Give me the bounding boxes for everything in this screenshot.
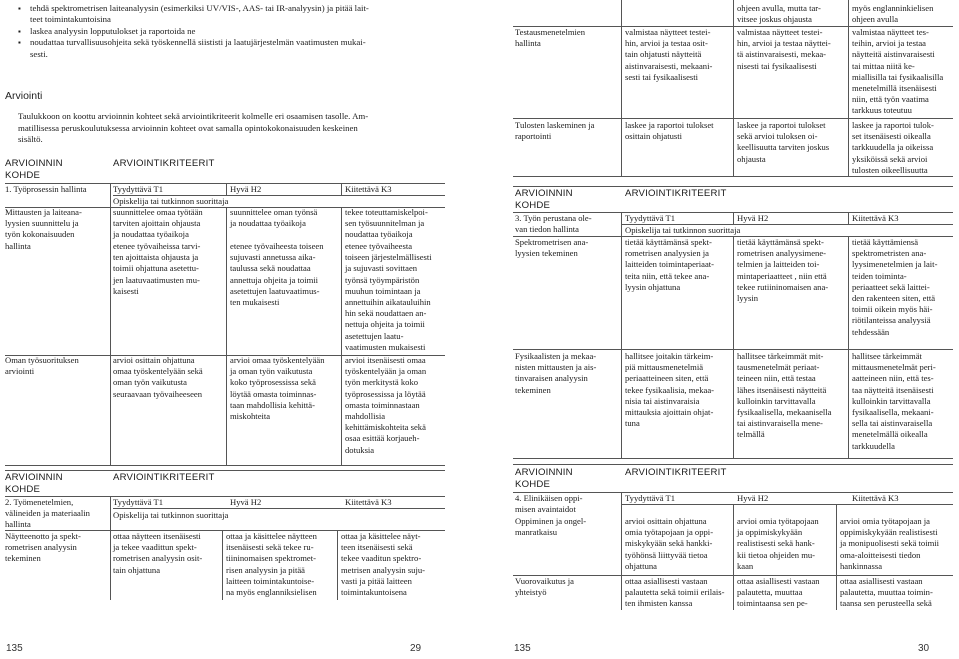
table-cell-h2: suunnittelee oman työnsä ja noudattaa työaikoja	[230, 207, 318, 229]
table-header-kriteerit: ARVIOINTIKRITEERIT	[113, 158, 215, 169]
table-cell-t1: laskee ja raportoi tulokset osittain ohjatusti	[625, 120, 714, 142]
table-cell-h2: tietää käyttämänsä spekt- rometrisen analyysimene- telmien ja laitteiden toi- mintaperiaatteet , niin että tekee rutiininomaisen ana- lyysin	[737, 237, 829, 304]
table-cell-k3: tietää käyttämiensä spektrometristen ana- lyysimenetelmien ja lait- teiden toiminta- periaatteet sekä laittei- den rakenteen siten, että toimii oikein myös häi- riötilanteissa analyysiä tehdessään	[852, 237, 938, 337]
table-cell-k3: laskee ja raportoi tulok- set itsenäisesti oikealla tarkkuudella ja oikeissa yksiköissä sekä arvioi tulosten oikeellisuutta	[852, 120, 934, 175]
table-cell-h2: arvioi omaa työskentelyään ja oman työn vaikutusta koko työprosessissa sekä löytää omasta toiminnas- taan mahdollisia kehittä- miskohteita	[230, 355, 325, 422]
table-cell-k3: myös englanninkielisen ohjeen avulla	[852, 3, 934, 25]
table-cell-h2: ottaa ja käsittelee näytteen itsenäisesti sekä tekee ru- tiininomaisen spektromet- risen analyysin ja pitää laitteen toimintakuntoise- na myös englanniksielisen	[226, 531, 317, 598]
level-k3: Kiitettävä K3	[345, 184, 392, 194]
table-header-kohde: ARVIOINNIN KOHDE	[5, 472, 63, 495]
table-header-kriteerit: ARVIOINTIKRITEERIT	[113, 472, 215, 483]
level-t1: Tyydyttävä T1	[113, 184, 164, 194]
table-cell-k3: arvioi omia työtapojaan ja oppimiskykyään realistisesti ja monipuolisesti sekä toimii oma-aloitteisesti tiedon hankinnassa	[840, 516, 940, 571]
span-text: Opiskelija tai tutkinnon suorittaja	[113, 510, 229, 520]
level-t1: Tyydyttävä T1	[113, 497, 164, 507]
level-h2: Hyvä H2	[230, 184, 262, 194]
table-cell-h2: hallitsee tärkeimmät mit- tausmenetelmät periaat- teineen niin, että testaa lähes itsenäisesti näytteitä kulloinkin tarvittavalla fysikaalisella, mekaanisella tai aistinvaraisella mene- telmällä	[737, 351, 832, 440]
table-cell-t1: etenee työvaiheissa tarvi- ten ajoittaista ohjausta ja toimii ohjattuna asetettu- jen laatuvaatimusten mu- kaisesti	[113, 241, 201, 296]
table-row-kohde: Vuorovaikutus ja yhteistyö	[515, 576, 574, 598]
table-cell-k3: ottaa asiallisesti vastaan palautetta, muuttaa toimin- taansa sen perusteella sekä	[840, 576, 933, 609]
section-label: 3. Työn perustana ole- van tiedon hallinta	[515, 213, 592, 235]
table-cell-k3: hallitsee tärkeimmät mittausmenetelmät peri- aatteineen niin, että tes- taa näytteitä itsenäisesti kulloinkin tarvittavalla fysikaalisella, mekaani- sella tai aistinvaraisella menetelmällä oikealla tarkkuudella	[852, 351, 936, 451]
level-k3: Kiitettävä K3	[852, 213, 899, 223]
bullet-item: ▪ laskea analyysin lopputulokset ja raportoida ne	[18, 26, 438, 37]
bullet-item: ▪ noudattaa turvallisuusohjeita sekä työskennellä siististi ja laatujärjestelmän vaatimusten mukai- sesti.	[18, 37, 438, 60]
table-cell-k3: valmistaa näytteet tes- teihin, arvioi ja testaa näytteitä aistinvaraisesti tai mittaa niitä ke- miallisilla tai fysikaalisilla menetelmillä itsenäisesti niin, että työn vaatima tarkkuus toteutuu	[852, 27, 944, 116]
table-row-kohde: Oppiminen ja ongel- manratkaisu	[515, 516, 587, 538]
level-h2: Hyvä H2	[737, 493, 769, 503]
table-row-kohde: Mittausten ja laiteana- lyysien suunnittelu ja työn kokonaisuuden hallinta	[5, 207, 82, 251]
level-t1: Tyydyttävä T1	[625, 493, 676, 503]
page-number: 30	[918, 643, 930, 654]
table-cell-k3: ottaa ja käsittelee näyt- teen itsenäisesti sekä tekee vaaditun spektro- metrisen analyysin suju- vasti ja pitää laitteen toimintakuntoisena	[341, 531, 426, 598]
table-cell-t1: tietää käyttämänsä spekt- rometrisen analyysien ja laitteiden toimintaperiaat- teita niin, että tekee ana- lyysin ohjattuna	[625, 237, 715, 292]
table-cell-h2: laskee ja raportoi tulokset sekä arvioi tuloksen oi- keellisuutta tarviten joskus ohjausta	[737, 120, 830, 164]
table-row-kohde: Fysikaalisten ja mekaa- nisten mittausten ja ais- tinvaraisen analyysin tekeminen	[515, 351, 597, 395]
section-label: 4. Elinikäisen oppi- misen avaintaidot	[515, 493, 583, 515]
table-row-kohde: Oman työsuorituksen arviointi	[5, 355, 79, 377]
table-cell-k3: tekee toteuttamiskelpoi- sen työsuunnitelman ja noudattaa työaikoja	[345, 207, 428, 240]
table-cell-h2: arvioi omia työtapojaan ja oppimiskykyään realistisesti sekä hank- kii tietoa ohjeiden mu- kaan	[737, 516, 819, 571]
table-cell-h2: etenee työvaiheesta toiseen sujuvasti annetussa aika- taulussa sekä noudattaa annettuja ohjeita ja toimii asetettujen laatuvaatimus- ten mukaisesti	[230, 241, 324, 308]
level-k3: Kiitettävä K3	[345, 497, 392, 507]
table-cell-t1: ottaa asiallisesti vastaan palautetta sekä toimii erilais- ten ihmisten kanssa	[625, 576, 725, 609]
table-row-kohde: Tulosten laskeminen ja raportointi	[515, 120, 595, 142]
table-header-kohde: ARVIOINNIN KOHDE	[515, 467, 573, 490]
span-text: Opiskelija tai tutkinnon suorittaja	[625, 225, 741, 235]
table-header-kohde: ARVIOINNIN KOHDE	[5, 158, 63, 181]
arviointi-heading: Arviointi	[5, 90, 43, 102]
table-row-kohde: Spektrometrisen ana- lyysien tekeminen	[515, 237, 589, 259]
table-header-kohde: ARVIOINNIN KOHDE	[515, 188, 573, 211]
table-cell-k3: etenee työvaiheesta toiseen järjestelmällisesti ja sujuvasti sovittaen työnsä työympäristön muuhun toimintaan ja annettuihin aikatauluihin hin sekä noudattaen an- nettuja ohjeita ja toimii asetettujen laatu- vaatimusten mukaisesti	[345, 241, 432, 352]
section-label: 1. Työprosessin hallinta	[5, 184, 87, 194]
table-row-kohde: Testausmenetelmien hallinta	[515, 27, 586, 49]
page-number: 29	[410, 643, 422, 654]
table-cell-t1: arvioi osittain ohjattuna omia työtapojaan ja oppi- miskykyään sekä hankki- työhönsä liittyvää tietoa ohjattuna	[625, 516, 714, 571]
page-footer-left: 135	[514, 643, 531, 654]
intro-paragraph: Taulukkoon on koottu arvioinnin kohteet sekä arviointikriteerit kolmelle eri osaamisen tasolle. Am- matillisessa peruskoulutuksessa arvioinnin kohteet ovat samalla opintokokonaisuuden keskeinen sisältö.	[18, 111, 369, 145]
table-header-kriteerit: ARVIOINTIKRITEERIT	[625, 467, 727, 478]
bullet-item: ▪ tehdä spektrometrisen laiteanalyysin (esimerkiksi UV/VIS-, AAS- tai IR-analyysin) ja pitää lait- teet toimintakuntoisina	[18, 3, 438, 26]
table-row-kohde: Näytteenotto ja spekt- rometrisen analyysin tekeminen	[5, 531, 81, 564]
table-cell-t1: ottaa näytteen itsenäisesti ja tekee vaadittun spekt- rometrisen analyysin osit- tain ohjattuna	[113, 531, 203, 575]
bullet-list	[18, 3, 438, 60]
table-cell-h2: ohjeen avulla, mutta tar- vitsee joskus ohjausta	[737, 3, 821, 25]
level-k3: Kiitettävä K3	[852, 493, 899, 503]
table-cell-t1: arvioi osittain ohjattuna omaa työskentelyään sekä oman työn vaikutusta seuraavaan työvaiheeseen	[113, 355, 203, 399]
table-header-kriteerit: ARVIOINTIKRITEERIT	[625, 188, 727, 199]
table-cell-t1: hallitsee joitakin tärkeim- piä mittausmenetelmiä periaatteineen siten, että tekee fysikaalisia, mekaa- nisia tai aistinvaraisia mittauksia ajoittain ohjat- tuna	[625, 351, 714, 429]
table-cell-t1: suunnittelee omaa työtään tarviten ajoittain ohjausta ja noudattaa työaikoja	[113, 207, 203, 240]
level-h2: Hyvä H2	[230, 497, 262, 507]
table-cell-t1: valmistaa näytteet testei- hin, arvioi ja testaa osit- tain ohjatusti näytteitä aistinvaraisesti, mekaani- sesti tai fysikaalisesti	[625, 27, 713, 82]
level-h2: Hyvä H2	[737, 213, 769, 223]
table-cell-h2: ottaa asiallisesti vastaan palautetta, muuttaa toimintaansa sen pe-	[737, 576, 820, 609]
section-label: 2. Työmenetelmien, välineiden ja materiaalin hallinta	[5, 497, 90, 530]
span-text: Opiskelija tai tutkinnon suorittaja	[113, 196, 229, 206]
page-footer-left: 135	[6, 643, 23, 654]
table-cell-h2: valmistaa näytteet testei- hin, arvioi ja testaa näyttei- tä aistinvaraisesti, mekaa- nisesti tai fysikaalisesti	[737, 27, 831, 71]
level-t1: Tyydyttävä T1	[625, 213, 676, 223]
table-cell-k3: arvioi itsenäisesti omaa työskentelyään ja oman työn merkitystä koko työprosessissa ja löytää omasta toiminnastaan mahdollisia kehittämiskohteita sekä osaa esittää korjaueh- dotuksia	[345, 355, 427, 455]
